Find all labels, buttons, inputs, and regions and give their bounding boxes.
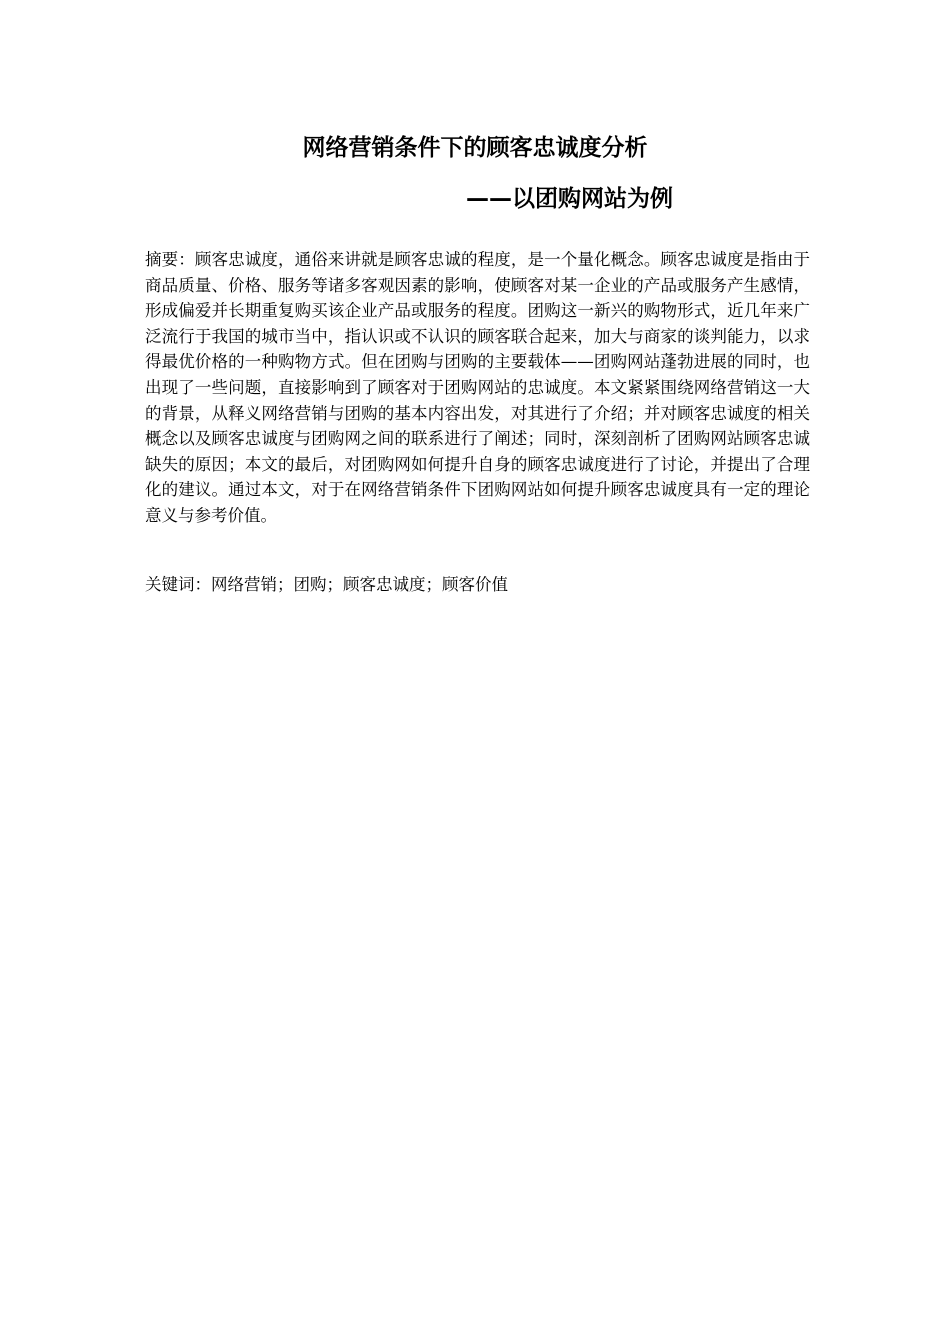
keywords-paragraph bbox=[145, 572, 810, 598]
abstract-text: 顾客忠诚度，通俗来讲就是顾客忠诚的程度，是一个量化概念。顾客忠诚度是指由于商品质量、价格、服务等诸多客观因素的影响，使顾客对某一企业的产品或服务产生感情，形成偏爱并长期重复购买该企业产品或服务的程度。团购这一新兴的购物形式，近几年来广泛流行于我国的城市当中，指认识或不认识的顾客联合起来，加大与商家的谈判能力，以求得最优价格的一种购物方式。但在团购与团购的主要载体——团购网站蓬勃进展的同时，也出现了一些问题，直接影响到了顾客对于团购网站的忠诚度。本文紧紧围绕网络营销这一大的背景，从释义网络营销与团购的基本内容出发，对其进行了介绍；并对顾客忠诚度的相关概念以及顾客忠诚度与团购网之间的联系进行了阐述；同时，深刻剖析了团购网站顾客忠诚缺失的原因；本文的最后，对团购网如何提升自身的顾客忠诚度进行了讨论，并提出了合理化的建议。通过本文，对于在网络营销条件下团购网站如何提升顾客忠诚度具有一定的理论意义与参考价值。 bbox=[145, 250, 811, 525]
document-subtitle: ——以团购网站为例 bbox=[466, 186, 673, 212]
keywords-label: 关键词： bbox=[145, 575, 211, 594]
keywords-text: 网络营销；团购；顾客忠诚度；顾客价值 bbox=[211, 575, 508, 594]
document-title: 网络营销条件下的顾客忠诚度分析 bbox=[302, 135, 648, 161]
abstract-paragraph bbox=[145, 247, 810, 529]
abstract-label: 摘要： bbox=[145, 250, 195, 269]
